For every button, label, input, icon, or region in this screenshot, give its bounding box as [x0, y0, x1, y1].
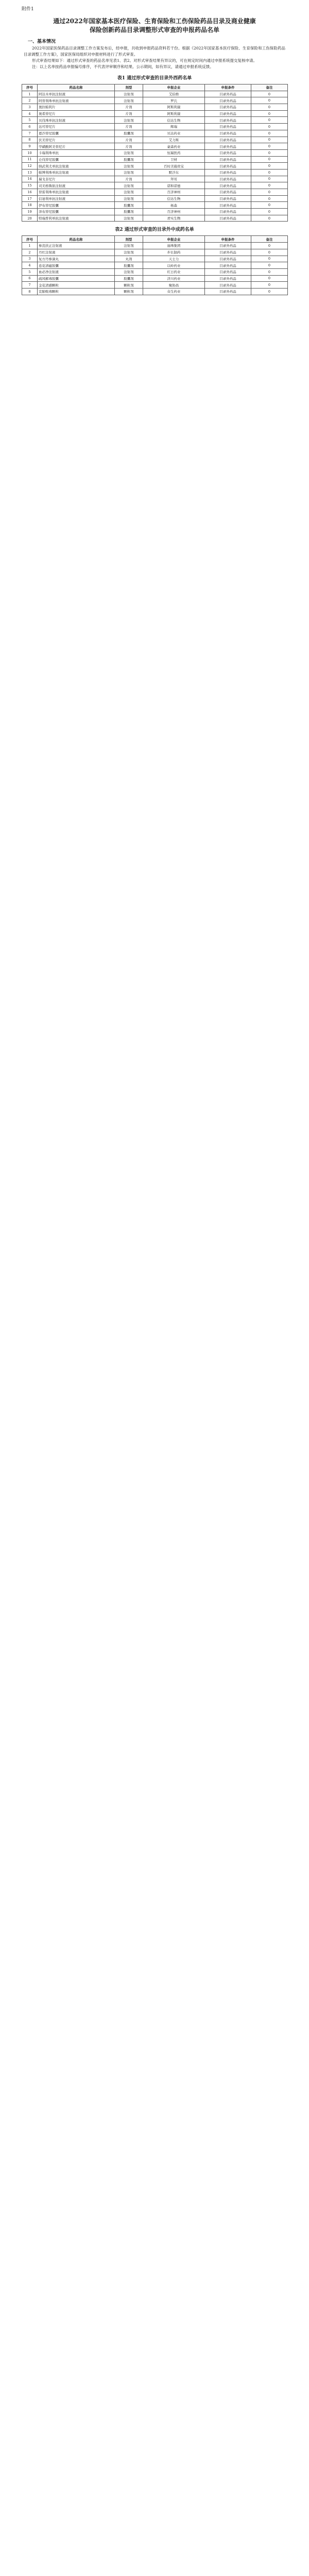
table-cell: 百济神州	[143, 209, 205, 215]
table-row	[22, 143, 288, 150]
table-row	[22, 130, 288, 137]
table1-header-row	[22, 84, 288, 91]
table-cell: 众生药业	[143, 288, 205, 295]
table-cell: 疏风解毒胶囊	[38, 275, 115, 282]
table-cell: 8	[22, 137, 38, 143]
table-cell: 注射剂	[115, 117, 143, 124]
table-cell: 注射剂	[115, 195, 143, 202]
table-cell: 目录外药品	[205, 256, 251, 262]
header-company: 申报企业	[143, 84, 205, 91]
table-cell: 1	[22, 243, 38, 249]
table-cell: 0	[251, 169, 288, 176]
table-row	[22, 275, 288, 282]
table-cell: 0	[251, 137, 288, 143]
table-row	[22, 282, 288, 289]
table2-header-row	[22, 236, 288, 243]
table-row	[22, 97, 288, 104]
table-cell: 注射剂	[115, 243, 143, 249]
table-row	[22, 169, 288, 176]
intro-paragraph-1: 2022年国家医保药品目录调整工作方案发布后，经申报，共收到申报药品资料若干份。根据《2022年国家基本医疗保险、生育保险和工伤保险药品目录调整工作方案》，国家医保局组织对申报材料进行了形式审查。	[24, 46, 285, 57]
table-cell: 目录外药品	[205, 143, 251, 150]
table-row	[22, 176, 288, 182]
table-cell: 片剂	[115, 104, 143, 111]
table-cell: 4	[22, 262, 38, 269]
table-row	[22, 149, 288, 156]
table-cell: 1	[22, 91, 38, 97]
table-cell: 目录外药品	[205, 110, 251, 117]
table-cell: 13	[22, 169, 38, 176]
table-cell: 注射剂	[115, 97, 143, 104]
table2-title: 表2 通过形式审查的目录外中成药名单	[115, 227, 194, 233]
table-cell: 君实生物	[143, 215, 205, 222]
table-cell: 0	[251, 117, 288, 124]
table-row	[22, 209, 288, 215]
table-cell: 注射剂	[115, 169, 143, 176]
table-cell: 丹红注射液	[38, 249, 115, 256]
table-cell: 百济神州	[143, 189, 205, 196]
header-index: 序号	[22, 236, 38, 243]
table-row	[22, 137, 288, 143]
table-cell: 15	[22, 182, 38, 189]
table-cell: 卡瑞利珠单抗	[38, 149, 115, 156]
table-cell: 百时美施贵宝	[143, 163, 205, 170]
table-cell: 豪森药业	[143, 143, 205, 150]
table-cell: 0	[251, 110, 288, 117]
table-cell: 目录外药品	[205, 195, 251, 202]
table-cell: 注射剂	[115, 182, 143, 189]
header-remark: 备注	[251, 84, 288, 91]
table-cell: 5	[22, 117, 38, 124]
table-cell: 14	[22, 176, 38, 182]
table-cell: 片剂	[115, 143, 143, 150]
table1-title: 表1 通过形式审查的目录外西药名单	[117, 76, 192, 81]
table-cell: 目录外药品	[205, 249, 251, 256]
table-cell: 0	[251, 163, 288, 170]
intro-paragraph-2: 形式审查结果如下：通过形式审查的药品名单见表1、表2。对形式审查结果有异议的，可在规定时间内通过申报系统提交复核申请。	[32, 58, 258, 63]
table-cell: 6	[22, 275, 38, 282]
table-cell: 阿达木单抗注射液	[38, 91, 115, 97]
table-cell: 天士力	[143, 256, 205, 262]
table-cell: 0	[251, 282, 288, 289]
table-cell: 0	[251, 209, 288, 215]
table-row	[22, 124, 288, 130]
document-title: 通过2022年国家基本医疗保险、生育保险和工伤保险药品目录及商业健康保险创新药品目录调整形式审查的申报药品名单	[53, 18, 256, 33]
table-cell: 17	[22, 195, 38, 202]
table-cell: 信达生物	[143, 117, 205, 124]
table-cell: 0	[251, 104, 288, 111]
table-row	[22, 110, 288, 117]
table-cell: 目录外药品	[205, 215, 251, 222]
table-cell: 仑伐替尼胶囊	[38, 156, 115, 163]
table-cell: 以岭药业	[143, 262, 205, 269]
table-cell: 0	[251, 130, 288, 137]
table-cell: 参芪扶正注射液	[38, 243, 115, 249]
table-cell: 3	[22, 256, 38, 262]
table-cell: 金花清感颗粒	[38, 282, 115, 289]
header-condition: 申报条件	[205, 84, 251, 91]
table-cell: 注射剂	[115, 249, 143, 256]
header-remark: 备注	[251, 236, 288, 243]
table-cell: 0	[251, 195, 288, 202]
table-cell: 胶囊剂	[115, 202, 143, 209]
table-cell: 0	[251, 275, 288, 282]
header-condition: 申报条件	[205, 236, 251, 243]
table-cell: 目录外药品	[205, 137, 251, 143]
table-cell: 恒瑞医药	[143, 149, 205, 156]
table-cell: 目录外药品	[205, 189, 251, 196]
table2	[22, 235, 288, 295]
table-cell: 复方丹参滴丸	[38, 256, 115, 262]
document-page	[22, 0, 287, 295]
table-cell: 注射剂	[115, 91, 143, 97]
table-cell: 艾伯维	[143, 91, 205, 97]
table-row	[22, 163, 288, 170]
table-cell: 连花清瘟胶囊	[38, 262, 115, 269]
table-cell: 达可替尼片	[38, 124, 115, 130]
table-cell: 20	[22, 215, 38, 222]
table-cell: 目录外药品	[205, 275, 251, 282]
table-cell: 0	[251, 182, 288, 189]
table-row	[22, 243, 288, 249]
table-cell: 颗粒剂	[115, 282, 143, 289]
table-cell: 6	[22, 124, 38, 130]
header-drug-name: 药品名称	[38, 84, 115, 91]
table2-body	[22, 243, 288, 295]
table-cell: 2	[22, 249, 38, 256]
table-cell: 注射剂	[115, 215, 143, 222]
table-cell: 目录外药品	[205, 130, 251, 137]
table-cell: 罗氏	[143, 97, 205, 104]
table-cell: 7	[22, 282, 38, 289]
table-cell: 目录外药品	[205, 97, 251, 104]
table-cell: 阿斯利康	[143, 110, 205, 117]
table-cell: 聚协昌	[143, 282, 205, 289]
table-cell: 甲磺酸阿美替尼片	[38, 143, 115, 150]
section-heading: 一、基本情况	[28, 39, 56, 44]
table-cell: 注射剂	[115, 163, 143, 170]
table-cell: 0	[251, 202, 288, 209]
table-cell: 目录外药品	[205, 91, 251, 97]
table-cell: 贝伐珠单抗注射液	[38, 117, 115, 124]
table-row	[22, 215, 288, 222]
table-cell: 片剂	[115, 176, 143, 182]
table-cell: 0	[251, 189, 288, 196]
table-cell: 阿替利珠单抗注射液	[38, 97, 115, 104]
table-cell: 伏美替尼片	[38, 137, 115, 143]
table-cell: 杨森	[143, 202, 205, 209]
table-cell: 目录外药品	[205, 163, 251, 170]
table-cell: 贝达药业	[143, 130, 205, 137]
table-cell: 16	[22, 189, 38, 196]
table-cell: 颗粒剂	[115, 288, 143, 295]
table-cell: 胶囊剂	[115, 130, 143, 137]
header-drug-name: 药品名称	[38, 236, 115, 243]
table-cell: 目录外药品	[205, 243, 251, 249]
attachment-label: 附件1	[22, 7, 34, 12]
table-cell: 19	[22, 209, 38, 215]
table-cell: 注射剂	[115, 149, 143, 156]
table-cell: 恩沙替尼胶囊	[38, 130, 115, 137]
table-cell: 0	[251, 156, 288, 163]
table-cell: 拜耳	[143, 176, 205, 182]
table-cell: 18	[22, 202, 38, 209]
table-row	[22, 156, 288, 163]
header-company: 申报企业	[143, 236, 205, 243]
table-cell: 2	[22, 97, 38, 104]
table-cell: 目录外药品	[205, 202, 251, 209]
table-cell: 目录外药品	[205, 117, 251, 124]
table-cell: 血必净注射液	[38, 268, 115, 275]
table-cell: 诺和诺德	[143, 182, 205, 189]
table-cell: 目录外药品	[205, 209, 251, 215]
table1-body	[22, 91, 288, 222]
table-cell: 4	[22, 110, 38, 117]
table-row	[22, 91, 288, 97]
table-cell: 奥希替尼片	[38, 110, 115, 117]
table-cell: 10	[22, 149, 38, 156]
table-row	[22, 189, 288, 196]
table-cell: 丽珠集团	[143, 243, 205, 249]
table-cell: 7	[22, 130, 38, 137]
header-dosage-form: 剂型	[115, 236, 143, 243]
table-cell: 9	[22, 143, 38, 150]
table-cell: 红日药业	[143, 268, 205, 275]
table-cell: 司美格鲁肽注射液	[38, 182, 115, 189]
table-cell: 阿斯利康	[143, 104, 205, 111]
table-cell: 片剂	[115, 110, 143, 117]
table-row	[22, 195, 288, 202]
table-cell: 丸剂	[115, 256, 143, 262]
table-cell: 0	[251, 149, 288, 156]
table-cell: 8	[22, 288, 38, 295]
table-cell: 3	[22, 104, 38, 111]
table-cell: 目录外药品	[205, 156, 251, 163]
table-cell: 辉瑞	[143, 124, 205, 130]
table-cell: 0	[251, 243, 288, 249]
table-cell: 11	[22, 156, 38, 163]
table-cell: 信达生物	[143, 195, 205, 202]
table-cell: 目录外药品	[205, 124, 251, 130]
table-cell: 0	[251, 176, 288, 182]
table-cell: 艾力斯	[143, 137, 205, 143]
header-dosage-form: 剂型	[115, 84, 143, 91]
note-paragraph: 注：以上名单按药品申报编号排序，不代表评审顺序和结果。公示期间，如有异议，请通过申报系统反馈。	[32, 64, 214, 69]
table-row	[22, 104, 288, 111]
table-cell: 0	[251, 97, 288, 104]
table-cell: 目录外药品	[205, 104, 251, 111]
table-cell: 泽布替尼胶囊	[38, 209, 115, 215]
table-row	[22, 182, 288, 189]
table-cell: 目录外药品	[205, 282, 251, 289]
table-cell: 替雷利珠单抗注射液	[38, 189, 115, 196]
table-cell: 0	[251, 249, 288, 256]
table-cell: 目录外药品	[205, 268, 251, 275]
table-row	[22, 268, 288, 275]
table-row	[22, 117, 288, 124]
table-cell: 默沙东	[143, 169, 205, 176]
table-cell: 瑞戈非尼片	[38, 176, 115, 182]
table-cell: 5	[22, 268, 38, 275]
table-cell: 奥拉帕利片	[38, 104, 115, 111]
table-row	[22, 249, 288, 256]
header-index: 序号	[22, 84, 38, 91]
table1	[22, 84, 288, 222]
table-cell: 0	[251, 288, 288, 295]
table-cell: 信迪利单抗注射液	[38, 195, 115, 202]
table-row	[22, 288, 288, 295]
table-cell: 纳武利尤单抗注射液	[38, 163, 115, 170]
table-cell: 0	[251, 262, 288, 269]
table-cell: 片剂	[115, 137, 143, 143]
table-cell: 目录外药品	[205, 176, 251, 182]
table-cell: 宣肺败毒颗粒	[38, 288, 115, 295]
table-cell: 目录外药品	[205, 262, 251, 269]
table-cell: 帕博利珠单抗注射液	[38, 169, 115, 176]
table-row	[22, 256, 288, 262]
table-cell: 济川药业	[143, 275, 205, 282]
table-cell: 注射剂	[115, 268, 143, 275]
table-cell: 胶囊剂	[115, 209, 143, 215]
table-cell: 卫材	[143, 156, 205, 163]
table-cell: 伊布替尼胶囊	[38, 202, 115, 209]
table-cell: 特瑞普利单抗注射液	[38, 215, 115, 222]
table-cell: 12	[22, 163, 38, 170]
table-cell: 0	[251, 268, 288, 275]
table-cell: 目录外药品	[205, 182, 251, 189]
table-cell: 0	[251, 124, 288, 130]
table-cell: 步长制药	[143, 249, 205, 256]
table-cell: 目录外药品	[205, 288, 251, 295]
table-cell: 0	[251, 91, 288, 97]
table-row	[22, 202, 288, 209]
table-cell: 胶囊剂	[115, 156, 143, 163]
table-cell: 目录外药品	[205, 169, 251, 176]
table-cell: 目录外药品	[205, 149, 251, 156]
table-cell: 胶囊剂	[115, 275, 143, 282]
table-row	[22, 262, 288, 269]
table-cell: 胶囊剂	[115, 262, 143, 269]
table-cell: 注射剂	[115, 189, 143, 196]
table-cell: 片剂	[115, 124, 143, 130]
table-cell: 0	[251, 143, 288, 150]
table-cell: 0	[251, 215, 288, 222]
table-cell: 0	[251, 256, 288, 262]
